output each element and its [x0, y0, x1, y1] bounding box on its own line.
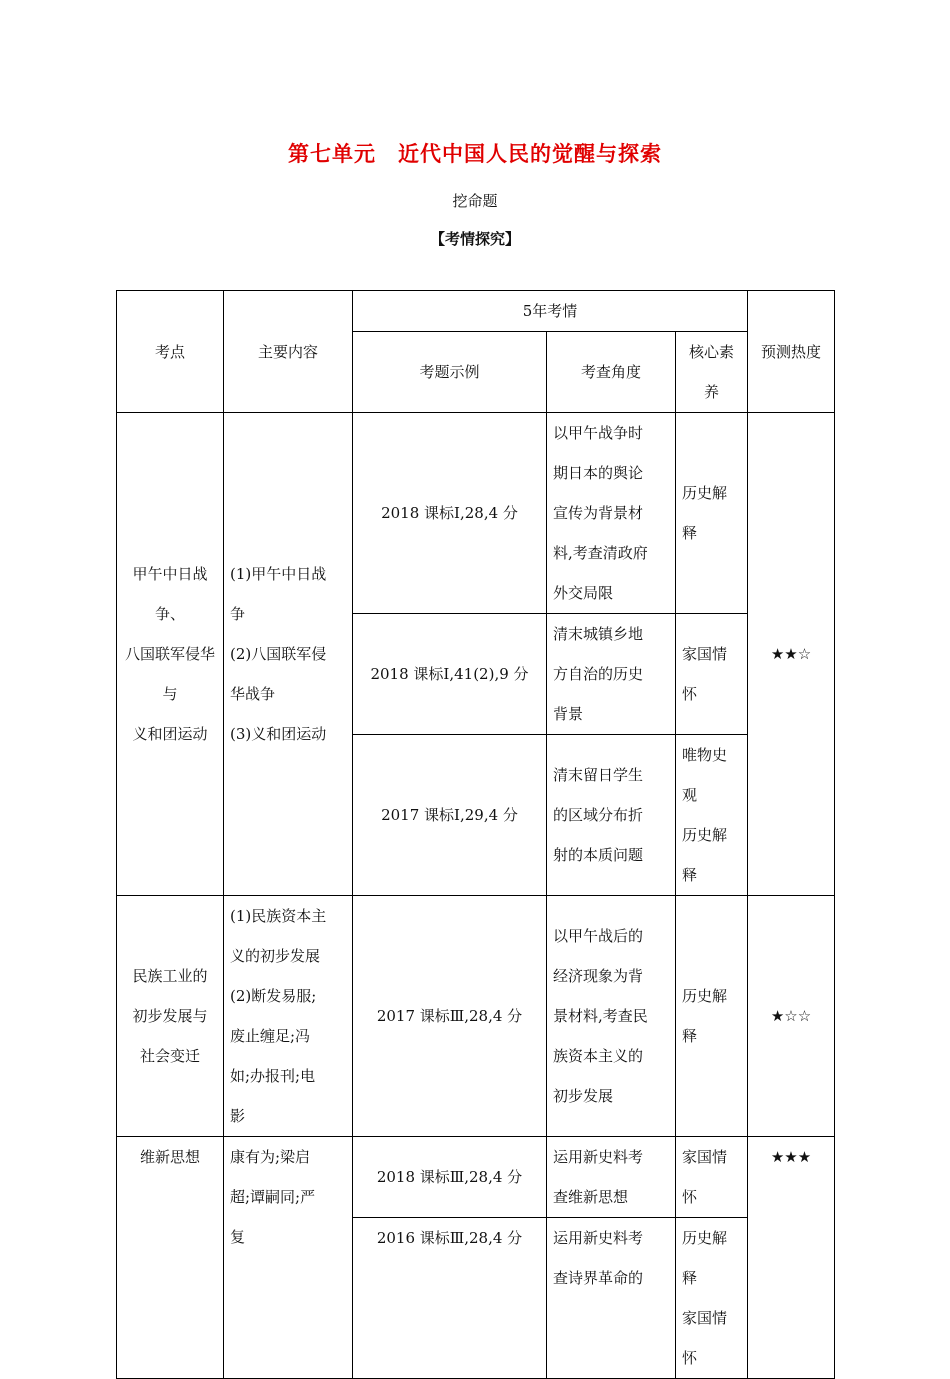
table-row — [117, 1137, 835, 1218]
heat-stars: ★★★ — [748, 1137, 835, 1379]
literacy-cell: 历史解释 — [676, 896, 748, 1137]
heat-stars: ★★☆ — [748, 413, 835, 896]
example-cell: 2018 课标Ⅲ,28,4 分 — [353, 1137, 547, 1218]
content-cell: (1)甲午中日战 争 (2)八国联军侵 华战争 (3)义和团运动 — [224, 413, 353, 896]
section-heading: 【考情探究】 — [429, 230, 520, 248]
angle-cell: 清末留日学生 的区域分布折 射的本质问题 — [547, 735, 676, 896]
example-cell: 2017 课标Ⅰ,29,4 分 — [353, 735, 547, 896]
kaodian-cell: 甲午中日战 争、 八国联军侵华 与 义和团运动 — [117, 413, 224, 896]
literacy-cell: 家国情怀 — [676, 614, 748, 735]
angle-cell: 运用新史料考 查维新思想 — [547, 1137, 676, 1218]
page-subtitle: 挖命题 — [452, 192, 498, 210]
header-example: 考题示例 — [353, 332, 547, 413]
literacy-cell: 家国情怀 — [676, 1137, 748, 1218]
kaodian-cell: 民族工业的 初步发展与 社会变迁 — [117, 896, 224, 1137]
example-cell: 2016 课标Ⅲ,28,4 分 — [353, 1218, 547, 1379]
table-row — [117, 896, 835, 1137]
kaodian-cell: 维新思想 — [117, 1137, 224, 1379]
header-angle: 考查角度 — [547, 332, 676, 413]
heat-stars: ★☆☆ — [748, 896, 835, 1137]
example-cell: 2017 课标Ⅲ,28,4 分 — [353, 896, 547, 1137]
table-row — [117, 413, 835, 614]
literacy-cell: 历史解释 — [676, 413, 748, 614]
exam-analysis-table — [116, 290, 835, 1379]
literacy-cell: 唯物史观 历史解释 — [676, 735, 748, 896]
content-cell: (1)民族资本主 义的初步发展 (2)断发易服; 废止缠足;冯 如;办报刊;电 影 — [224, 896, 353, 1137]
header-five-year: 5年考情 — [353, 291, 748, 332]
page-title: 第七单元 近代中国人民的觉醒与探索 — [288, 142, 662, 166]
literacy-cell: 历史解释 家国情怀 — [676, 1218, 748, 1379]
angle-cell: 运用新史料考 查诗界革命的 — [547, 1218, 676, 1379]
example-cell: 2018 课标Ⅰ,41(2),9 分 — [353, 614, 547, 735]
angle-cell: 清末城镇乡地 方自治的历史 背景 — [547, 614, 676, 735]
content-cell: 康有为;梁启 超;谭嗣同;严 复 — [224, 1137, 353, 1379]
example-cell: 2018 课标Ⅰ,28,4 分 — [353, 413, 547, 614]
angle-cell: 以甲午战后的 经济现象为背 景材料,考查民 族资本主义的 初步发展 — [547, 896, 676, 1137]
header-literacy: 核心素养 — [676, 332, 748, 413]
header-heat: 预测热度 — [748, 291, 835, 413]
header-kaodian: 考点 — [117, 291, 224, 413]
table-body — [117, 413, 835, 1379]
angle-cell: 以甲午战争时 期日本的舆论 宣传为背景材 料,考查清政府 外交局限 — [547, 413, 676, 614]
header-content: 主要内容 — [224, 291, 353, 413]
